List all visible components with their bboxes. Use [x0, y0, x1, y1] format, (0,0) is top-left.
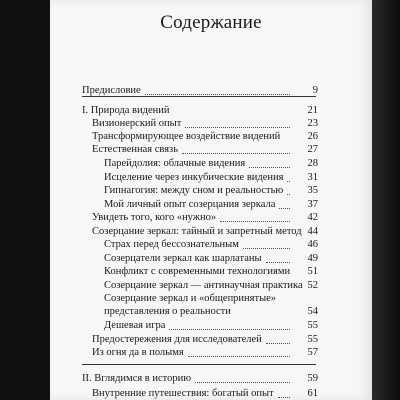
leader-dots — [169, 327, 290, 330]
toc-entry-page: 37 — [307, 199, 318, 210]
toc-entry-page: 61 — [307, 388, 318, 399]
leader-dots — [220, 219, 290, 222]
section-divider — [82, 364, 316, 365]
toc-entry — [0, 333, 400, 346]
toc-entry — [0, 171, 400, 184]
toc-entry — [0, 117, 400, 130]
toc-entry-page: 26 — [307, 131, 318, 142]
toc-entry — [0, 372, 400, 385]
toc-entry-label: Созерцание зеркал: тайный и запретный метод — [92, 226, 302, 237]
leader-dots — [182, 151, 290, 154]
leader-dots — [287, 179, 290, 182]
toc-entry-label: Предисловие — [82, 85, 141, 96]
toc-entry-label: Мой личный опыт созерцания зеркала — [104, 199, 276, 210]
toc-entry-label: Гипнагогия: между сном и реальностью — [104, 185, 284, 196]
toc-entry-page: 57 — [307, 347, 318, 358]
toc-entry-label: I. Природа видений — [82, 105, 170, 116]
leader-dots — [287, 192, 290, 195]
toc-entry-page: 54 — [307, 306, 318, 317]
toc-entry-label: Конфликт с современными технологиями — [104, 266, 291, 277]
toc-entry-label: Парейдолия: облачные видения — [104, 158, 246, 169]
toc-entry-page: 27 — [307, 144, 318, 155]
toc-entry — [0, 104, 400, 117]
toc-entry — [0, 157, 400, 170]
toc-entry-page: 31 — [307, 172, 318, 183]
toc-entry-page: 9 — [312, 85, 318, 96]
toc-entry-page: 55 — [307, 320, 318, 331]
leader-dots — [266, 341, 290, 344]
toc-entry-label: представления о реальности — [104, 306, 231, 317]
toc-entry — [0, 198, 400, 211]
toc-entry-page: 21 — [307, 105, 318, 116]
toc-entry-page: 55 — [307, 334, 318, 345]
toc-entry-label: Созерцание зеркал и «общепринятые» — [104, 293, 277, 304]
toc-entry-page: 52 — [307, 280, 318, 291]
toc-entry-label: Внутренние путешествия: богатый опыт — [92, 388, 274, 399]
leader-dots — [243, 246, 290, 249]
leader-dots — [249, 165, 290, 168]
leader-dots — [145, 92, 290, 95]
toc-entry-page: 28 — [307, 158, 318, 169]
toc-entry — [0, 346, 400, 359]
toc-entry — [0, 279, 400, 292]
toc-entry — [0, 130, 400, 143]
toc-entry-label: Увидеть того, кого «нужно» — [92, 212, 217, 223]
toc-entry-page: 35 — [307, 185, 318, 196]
toc-entry-label: II. Вглядимся в историю — [82, 373, 192, 384]
toc-entry-page: 46 — [307, 239, 318, 250]
toc-entry-page: 59 — [307, 373, 318, 384]
toc-entry — [0, 305, 400, 318]
toc-entry-label: Визионерский опыт — [92, 118, 182, 129]
toc-entry-label: Трансформирующее воздействие видений — [92, 131, 281, 142]
toc-entry — [0, 143, 400, 156]
toc-entry — [0, 238, 400, 251]
leader-dots — [195, 380, 290, 383]
leader-dots — [279, 206, 290, 209]
toc-entry — [0, 387, 400, 400]
toc-entry — [0, 184, 400, 197]
toc-entry-page: 23 — [307, 118, 318, 129]
toc-entry — [0, 211, 400, 224]
toc-entry-label: Предостережения для исследователей — [92, 334, 262, 345]
toc-entry — [0, 252, 400, 265]
section-divider — [82, 96, 316, 97]
toc-entry — [0, 265, 400, 278]
leader-dots — [266, 260, 290, 263]
leader-dots — [188, 354, 290, 357]
toc-entry-label: Созерцание зеркал — антинаучная практика — [104, 280, 303, 291]
toc-entry-label: Исцеление через инкубические видения — [104, 172, 284, 183]
toc-entry-label: Естественная связь — [92, 144, 178, 155]
toc-entry-page: 44 — [307, 226, 318, 237]
page-title: Содержание — [160, 12, 262, 33]
toc-entry-label: Страх перед бессознательным — [104, 239, 239, 250]
toc-entry-page: 51 — [307, 266, 318, 277]
toc-entry-label: Из огня да в полымя — [92, 347, 184, 358]
toc-entry-label: Созерцатели зеркал как шарлатаны — [104, 253, 262, 264]
toc-entry-page: 42 — [307, 212, 318, 223]
leader-dots — [278, 395, 290, 398]
toc-entry-label: Дешевая игра — [104, 320, 166, 331]
toc-entry-page: 49 — [307, 253, 318, 264]
leader-dots — [185, 125, 290, 128]
toc-entry — [0, 225, 400, 238]
toc-entry — [0, 319, 400, 332]
toc-entry — [0, 292, 400, 305]
